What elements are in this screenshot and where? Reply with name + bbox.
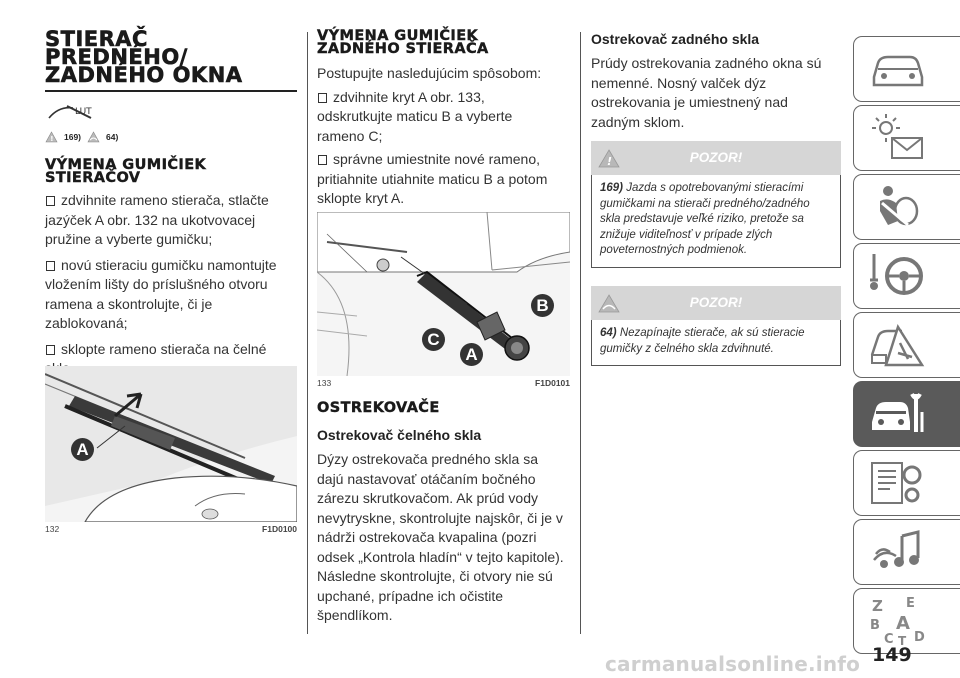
warning-triangle-icon: [45, 131, 58, 143]
column-1: [45, 27, 297, 534]
svg-text:C: C: [884, 632, 894, 647]
checkbox-bullet-icon: [318, 155, 327, 165]
figure-image: [45, 366, 297, 522]
figure-number: 133: [317, 378, 332, 388]
emergency-icon: [868, 319, 928, 371]
checkbox-bullet-icon: [46, 196, 55, 206]
page-title: STIERAČ PREDNÉHO/ ZADNÉHO OKNA: [45, 27, 243, 87]
column-divider: [307, 32, 308, 634]
figure-image: [317, 212, 570, 376]
tab-vehicle[interactable]: [853, 36, 960, 102]
paragraph: Dýzy ostrekovača predného skla sa dajú nastavovať otáčaním bočného zárezu skrutkovačom. Ak prúd vody nevytryskne, skontrolujte najskôr, či je v nádrži ostrekovača kvapalina (pozri odsek „Kontrola hladín“ v tejto kapitole). Následne skontrolujte, či otvory nie sú upchané, prípadne ich očistite špendlíkom.: [317, 451, 564, 623]
svg-text:D: D: [914, 630, 925, 645]
caution-text: 64) Nezapínajte stierače, ak sú stieracie gumičky z čelného skla zdvihnuté.: [591, 320, 841, 366]
tab-warning-lights[interactable]: [853, 105, 960, 171]
svg-text:E: E: [906, 596, 915, 611]
maintenance-icon: [868, 388, 928, 440]
callout-a: A: [460, 343, 483, 366]
intro-text: Postupujte nasledujúcim spôsobom:: [317, 65, 542, 81]
tab-multimedia[interactable]: [853, 519, 960, 585]
chapter-tabs: [853, 36, 960, 657]
section-title: VÝMENA GUMIČIEK STIERAČOV: [45, 157, 207, 186]
subsection-title: Ostrekovač čelného skla: [317, 427, 482, 443]
warning-text: 169) Jazda s opotrebovanými stieracími gumičkami na stierači predného/zadného skla predstavuje veľké riziko, pretože sa znižuje viditeľnosť v prípade zlých poveternostných podmienok.: [591, 175, 841, 268]
page-number: 149: [872, 644, 912, 666]
warning-header: ! POZOR!: [591, 141, 841, 175]
title-rule: [45, 90, 297, 92]
callout-c: C: [422, 328, 445, 351]
figure-caption: [317, 378, 570, 388]
column-3: [591, 30, 841, 355]
column-2: [317, 28, 570, 623]
svg-text:B: B: [870, 618, 880, 633]
paragraph: Prúdy ostrekovania zadného okna sú nemenné. Nosný valček dýz ostrekovania je umiestnený nad zadným sklom.: [591, 55, 822, 130]
figure-number: 132: [45, 524, 60, 534]
column-divider: [580, 32, 581, 634]
svg-text:!: !: [50, 135, 54, 143]
multimedia-icon: [868, 526, 928, 578]
section-title: OSTREKOVAČE: [317, 400, 440, 416]
svg-text:LUT: LUT: [75, 107, 92, 117]
figure-caption: [45, 524, 297, 534]
steering-icon: [868, 250, 928, 302]
watermark: carmanualsonline.info: [605, 652, 861, 676]
caution-triangle-icon: [598, 294, 620, 313]
safety-icon: [868, 181, 928, 233]
tab-starting[interactable]: [853, 243, 960, 309]
warning-ref: 169): [64, 132, 82, 142]
tab-maintenance[interactable]: [853, 381, 960, 447]
warning-refs: [45, 131, 297, 143]
figure-code: F1D0100: [262, 524, 297, 534]
checkbox-bullet-icon: [46, 261, 55, 271]
svg-text:T: T: [898, 634, 907, 647]
specs-icon: [868, 457, 928, 509]
caution-header: POZOR!: [591, 286, 841, 320]
figure-132: [45, 366, 297, 534]
svg-text:Z: Z: [872, 597, 883, 615]
callout-a: A: [71, 438, 94, 461]
svg-text:A: A: [896, 613, 910, 634]
checkbox-bullet-icon: [318, 93, 327, 103]
figure-code: F1D0101: [535, 378, 570, 388]
index-icon: [868, 595, 928, 647]
list-item: zdvihnite kryt A obr. 133, odskrutkujte maticu B a vyberte rameno C;: [317, 88, 513, 144]
car-icon: [868, 43, 928, 95]
tab-safety[interactable]: [853, 174, 960, 240]
figure-133: [317, 212, 570, 388]
callout-b: B: [531, 294, 554, 317]
warning-box: [591, 141, 841, 268]
tab-technical-data[interactable]: [853, 450, 960, 516]
warning-lights-icon: [868, 112, 928, 164]
subsection-title: Ostrekovač zadného skla: [591, 31, 760, 47]
list-item: správne umiestnite nové rameno, pritiahnite utiahnite maticu B a potom sklopte kryt A.: [317, 151, 548, 206]
caution-box: [591, 286, 841, 366]
caution-triangle-icon: [87, 131, 100, 143]
list-item: sklopte rameno stierača na čelné: [45, 340, 297, 379]
svg-text:!: !: [607, 155, 613, 168]
list-item: novú stieraciu gumičku namontujte vložením lišty do príslušného otvoru ramena a skontrolujte, či je zablokovaná;: [45, 256, 277, 331]
caution-ref: 64): [106, 132, 119, 142]
checkbox-bullet-icon: [46, 345, 55, 355]
tab-emergency[interactable]: [853, 312, 960, 378]
warning-triangle-icon: [598, 149, 620, 168]
section-title: VÝMENA GUMIČIEK ZADNÉHO STIERAČA: [317, 28, 489, 57]
list-item: zdvihnite rameno stierača, stlačte jazýček A obr. 132 na ukotvovacej pružine a vyberte gumičku;: [45, 192, 269, 247]
wiper-symbol-icon: [45, 100, 297, 127]
